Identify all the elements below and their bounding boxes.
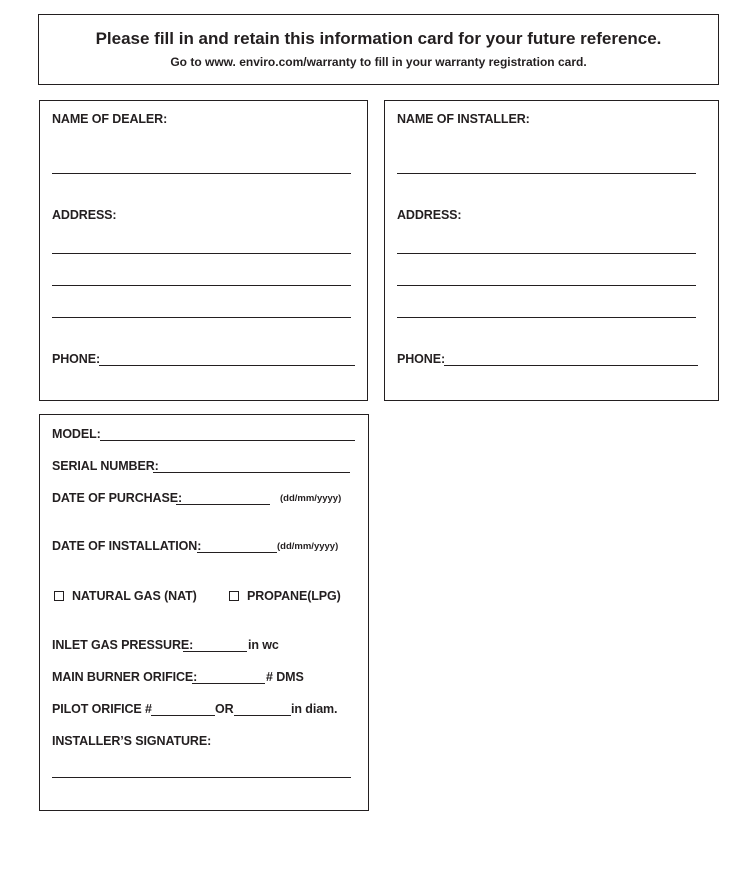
burner-orifice-label: MAIN BURNER ORIFICE: (52, 670, 198, 684)
dealer-address-field-3[interactable] (52, 317, 351, 318)
installer-address-label: ADDRESS: (397, 208, 462, 222)
installer-phone-field[interactable] (444, 365, 698, 366)
installer-card (384, 100, 719, 401)
inlet-pressure-unit: in wc (248, 638, 279, 652)
inlet-pressure-label: INLET GAS PRESSURE: (52, 638, 194, 652)
dealer-card (39, 100, 368, 401)
natural-gas-option[interactable] (54, 589, 197, 603)
dealer-phone-field[interactable] (99, 365, 355, 366)
installation-date-format: (dd/mm/yyyy) (277, 541, 339, 552)
natural-gas-label: NATURAL GAS (NAT) (72, 589, 197, 603)
warranty-instructions: Go to www. enviro.com/warranty to fill in your warranty registration card. (170, 55, 587, 69)
installer-address-field-2[interactable] (397, 285, 696, 286)
installation-date-field[interactable] (197, 552, 277, 553)
natural-gas-checkbox[interactable] (54, 591, 64, 601)
propane-label: PROPANE(LPG) (247, 589, 341, 603)
installer-name-label: NAME OF INSTALLER: (397, 112, 530, 126)
header-box (38, 14, 719, 85)
burner-orifice-unit: # DMS (266, 670, 304, 684)
signature-label: INSTALLER’S SIGNATURE: (52, 734, 212, 748)
dealer-name-label: NAME OF DEALER: (52, 112, 168, 126)
serial-number-field[interactable] (153, 472, 350, 473)
installer-address-field-1[interactable] (397, 253, 696, 254)
dealer-address-label: ADDRESS: (52, 208, 117, 222)
propane-option[interactable] (229, 589, 341, 603)
serial-number-label: SERIAL NUMBER: (52, 459, 159, 473)
installer-name-field[interactable] (397, 173, 696, 174)
installer-phone-label: PHONE: (397, 352, 446, 366)
pilot-orifice-or: OR (215, 702, 234, 716)
installation-date-label: DATE OF INSTALLATION: (52, 539, 202, 553)
dealer-address-field-2[interactable] (52, 285, 351, 286)
dealer-address-field-1[interactable] (52, 253, 351, 254)
product-card (39, 414, 369, 811)
model-field[interactable] (100, 440, 355, 441)
model-label: MODEL: (52, 427, 101, 441)
purchase-date-format: (dd/mm/yyyy) (280, 493, 342, 504)
burner-orifice-field[interactable] (192, 683, 265, 684)
purchase-date-label: DATE OF PURCHASE: (52, 491, 183, 505)
installer-address-field-3[interactable] (397, 317, 696, 318)
page-title: Please fill in and retain this information card for your future reference. (95, 29, 662, 48)
inlet-pressure-field[interactable] (183, 651, 247, 652)
dealer-name-field[interactable] (52, 173, 351, 174)
pilot-orifice-unit: in diam. (291, 702, 338, 716)
pilot-orifice-diameter-field[interactable] (234, 715, 291, 716)
signature-field[interactable] (52, 777, 351, 778)
pilot-orifice-label: PILOT ORIFICE # (52, 702, 152, 716)
pilot-orifice-number-field[interactable] (151, 715, 215, 716)
dealer-phone-label: PHONE: (52, 352, 101, 366)
propane-checkbox[interactable] (229, 591, 239, 601)
purchase-date-field[interactable] (176, 504, 270, 505)
